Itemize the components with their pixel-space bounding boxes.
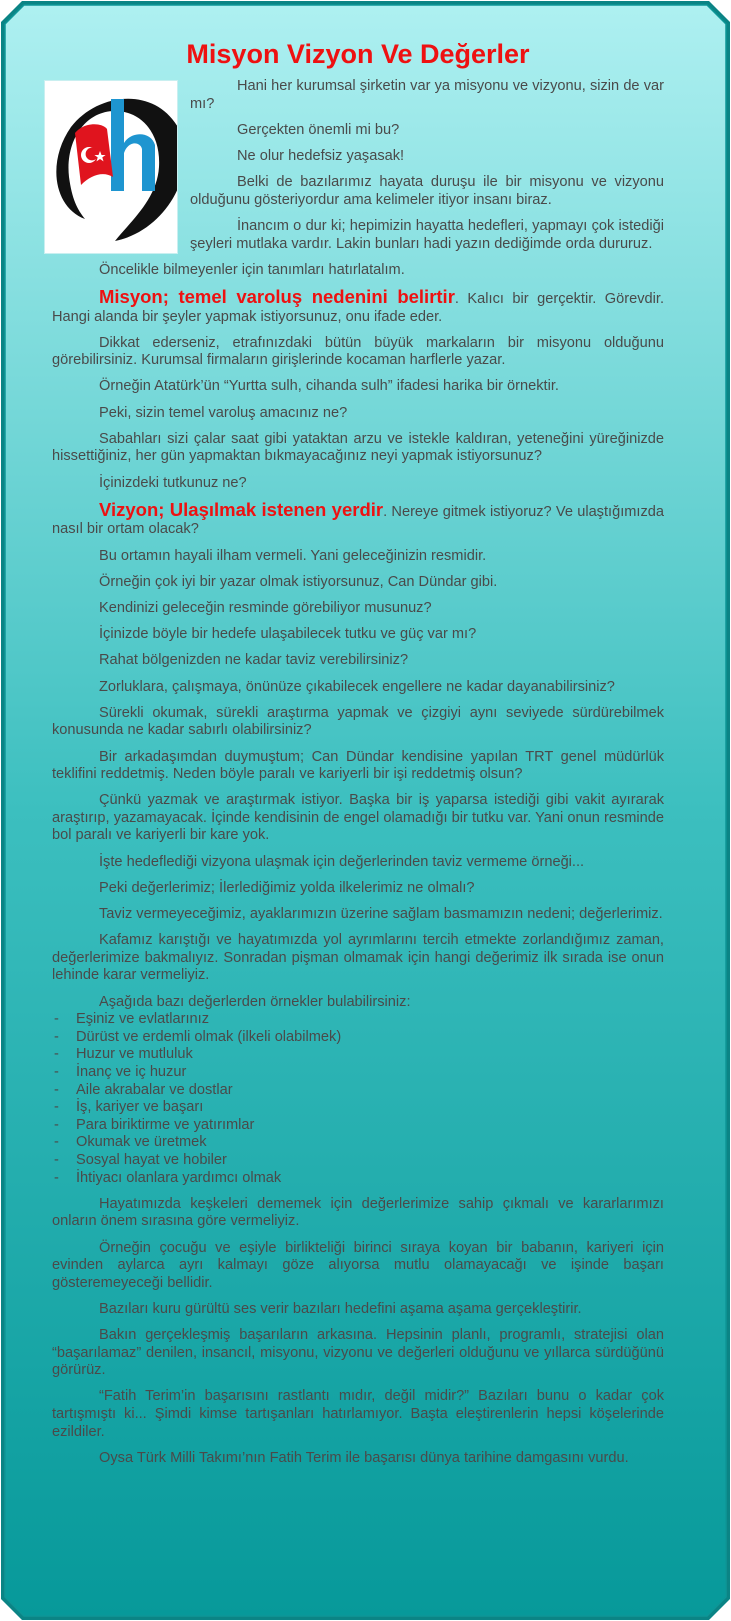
- vision-paragraph: Bu ortamın hayali ilham vermeli. Yani geleceğinizin resmidir.: [99, 547, 487, 564]
- vision-text: . Nereye gitmek istiyoruz? Ve ulaştığımızda nasıl bir ortam olacak?: [52, 503, 664, 538]
- closing-paragraph: Bazıları kuru gürültü ses verir bazıları hedefini aşama aşama gerçekleştirir.: [99, 1300, 582, 1317]
- vision-definition: [52, 498, 664, 539]
- list-item: - İş, kariyer ve başarı: [52, 1099, 664, 1117]
- list-item: - Para biriktirme ve yatırımlar: [52, 1117, 664, 1135]
- vision-paragraph: Çünkü yazmak ve araştırmak istiyor. Başka bir iş yaparsa istediği gibi vakit ayırarak araştırıp, yazamayacak. İçinde kendisinin de engel olamadığı bir tutku var. Yani onun resminde bol paralı ve kariyerli bir kare yok.: [52, 792, 664, 844]
- vision-paragraph: Sürekli okumak, sürekli araştırma yapmak ve çizgiyi aynı seviyede sürdürebilmek konusunda ne kadar sabırlı olabilirsiniz?: [52, 704, 664, 739]
- vision-paragraph: Rahat bölgenizden ne kadar taviz verebilirsiniz?: [99, 652, 409, 669]
- mission-paragraph: Örneğin Atatürk’ün “Yurtta sulh, cihanda sulh” ifadesi harika bir örnektir.: [99, 378, 559, 395]
- list-item: - İhtiyacı olanlara yardımcı olmak: [52, 1170, 664, 1188]
- vision-paragraph: Zorluklara, çalışmaya, önünüze çıkabilecek engellere ne kadar dayanabilirsiniz?: [99, 678, 615, 695]
- mission-paragraph: Sabahları sizi çalar saat gibi yataktan arzu ve istekle kaldıran, yeteneğini yüreğinizde hissettiğiniz, her gün yapmaktan bıkmayacağınız neyi yapmak istiyorsunuz?: [52, 430, 664, 465]
- vision-paragraph: Kendinizi geleceğin resminde görebiliyor musunuz?: [99, 599, 432, 616]
- list-item: - Sosyal hayat ve hobiler: [52, 1152, 664, 1170]
- vision-heading: Vizyon; Ulaşılmak istenen yerdir: [99, 498, 384, 520]
- values-intro: Aşağıda bazı değerlerden örnekler bulabilirsiniz:: [99, 993, 411, 1010]
- values-list: [52, 1011, 664, 1187]
- vision-paragraph: Kafamız karıştığı ve hayatımızda yol ayrımlarını tercih etmekte zorlandığımız zaman, değerlerimize bakmalıyız. Sonradan pişman olmamak için hangi değerimiz ilk sırada ise onun lehinde karar vermeliyiz.: [52, 932, 664, 984]
- list-item: - Eşiniz ve evlatlarınız: [52, 1011, 664, 1029]
- intro-paragraph: Belki de bazılarımız hayata duruşu ile bir misyonu ve vizyonu olduğunu gösteriyordur ama kelimeler itiyor insanı biraz.: [190, 174, 664, 208]
- vision-paragraph: İşte hedeflediği vizyona ulaşmak için değerlerinden taviz vermeme örneği...: [99, 853, 585, 870]
- intro-paragraph: Ne olur hedefsiz yaşasak!: [237, 147, 405, 164]
- intro-paragraph: Öncelikle bilmeyenler için tanımları hatırlatalım.: [99, 261, 405, 278]
- dh-logo-icon: [45, 81, 177, 253]
- closing-paragraph: Örneğin çocuğu ve eşiyle birlikteliği birinci sıraya koyan bir babanın, kariyeri için evinden aylarca ayrı kalmayı göze alıyorsa mutlu olamayacağı ve işinde başarı gösteremeyeceği bellidir.: [52, 1239, 664, 1291]
- vision-paragraph: Taviz vermeyeceğimiz, ayaklarımızın üzerine sağlam basmamızın nedeni; değerlerimiz.: [99, 906, 663, 923]
- list-item: - Aile akrabalar ve dostlar: [52, 1082, 664, 1100]
- mission-heading: Misyon; temel varoluş nedenini belirtir: [99, 285, 455, 307]
- mission-text: . Kalıcı bir gerçektir. Görevdir. Hangi alanda bir şeyler yapmak istiyorsunuz, onu ifade eder.: [52, 290, 664, 325]
- intro-paragraph: Gerçekten önemli mi bu?: [237, 121, 400, 138]
- closing-paragraph: “Fatih Terim’in başarısını rastlantı mıdır, değil midir?” Bazıları bunu o kadar çok tartışmıştı ki... Şimdi kimse tartışanları hatırlamıyor. Başta eleştirenlerin hepsi köşelerinde ezildiler.: [52, 1388, 664, 1440]
- closing-paragraph: Oysa Türk Milli Takımı’nın Fatih Terim ile başarısı dünya tarihine damgasını vurdu.: [99, 1449, 629, 1466]
- vision-paragraph: Örneğin çok iyi bir yazar olmak istiyorsunuz, Can Dündar gibi.: [99, 573, 498, 590]
- list-item: - Huzur ve mutluluk: [52, 1046, 664, 1064]
- mission-definition: [52, 285, 664, 326]
- dh-logo: [44, 80, 178, 254]
- intro-paragraph: İnancım o dur ki; hepimizin hayatta hedefleri, yapmayı çok istediği şeyleri mutlaka vardır. Lakin bunları hadi yazın dediğimde orda dururuz.: [190, 217, 664, 252]
- closing-paragraph: Hayatımızda keşkeleri dememek için değerlerimize sahip çıkmalı ve kararlarımızı onların önem sırasına göre vermeliyiz.: [52, 1195, 664, 1230]
- article-content: [52, 36, 664, 1476]
- vision-paragraph: İçinizde böyle bir hedefe ulaşabilecek tutku ve güç var mı?: [99, 626, 477, 643]
- mission-paragraph: Dikkat ederseniz, etrafınızdaki bütün büyük markaların bir misyonu olduğunu görebilirsiniz. Kurumsal firmaların girişlerinde kocaman harflerle yazar.: [52, 334, 664, 369]
- mission-paragraph: İçinizdeki tutkunuz ne?: [99, 474, 247, 491]
- list-item: - İnanç ve iç huzur: [52, 1064, 664, 1082]
- page-title: Misyon Vizyon Ve Değerler: [186, 39, 530, 69]
- intro-paragraph: Hani her kurumsal şirketin var ya misyonu ve vizyonu, sizin de var mı?: [190, 78, 664, 112]
- list-item: - Dürüst ve erdemli olmak (ilkeli olabilmek): [52, 1029, 664, 1047]
- list-item: - Okumak ve üretmek: [52, 1134, 664, 1152]
- vision-paragraph: Peki değerlerimiz; İlerlediğimiz yolda ilkelerimiz ne olmalı?: [99, 879, 475, 896]
- vision-paragraph: Bir arkadaşımdan duymuştum; Can Dündar kendisine yapılan TRT genel müdürlük teklifini reddetmiş. Neden böyle paralı ve kariyerli bir işi reddetmiş olsun?: [52, 748, 664, 783]
- closing-paragraph: Bakın gerçekleşmiş başarıların arkasına. Hepsinin planlı, programlı, stratejisi olan “başarılamaz” denilen, insancıl, misyonu, vizyonu ve değerleri olduğunu ve yıllarca sürdüğünü görürüz.: [52, 1327, 664, 1379]
- mission-paragraph: Peki, sizin temel varoluş amacınız ne?: [99, 404, 348, 421]
